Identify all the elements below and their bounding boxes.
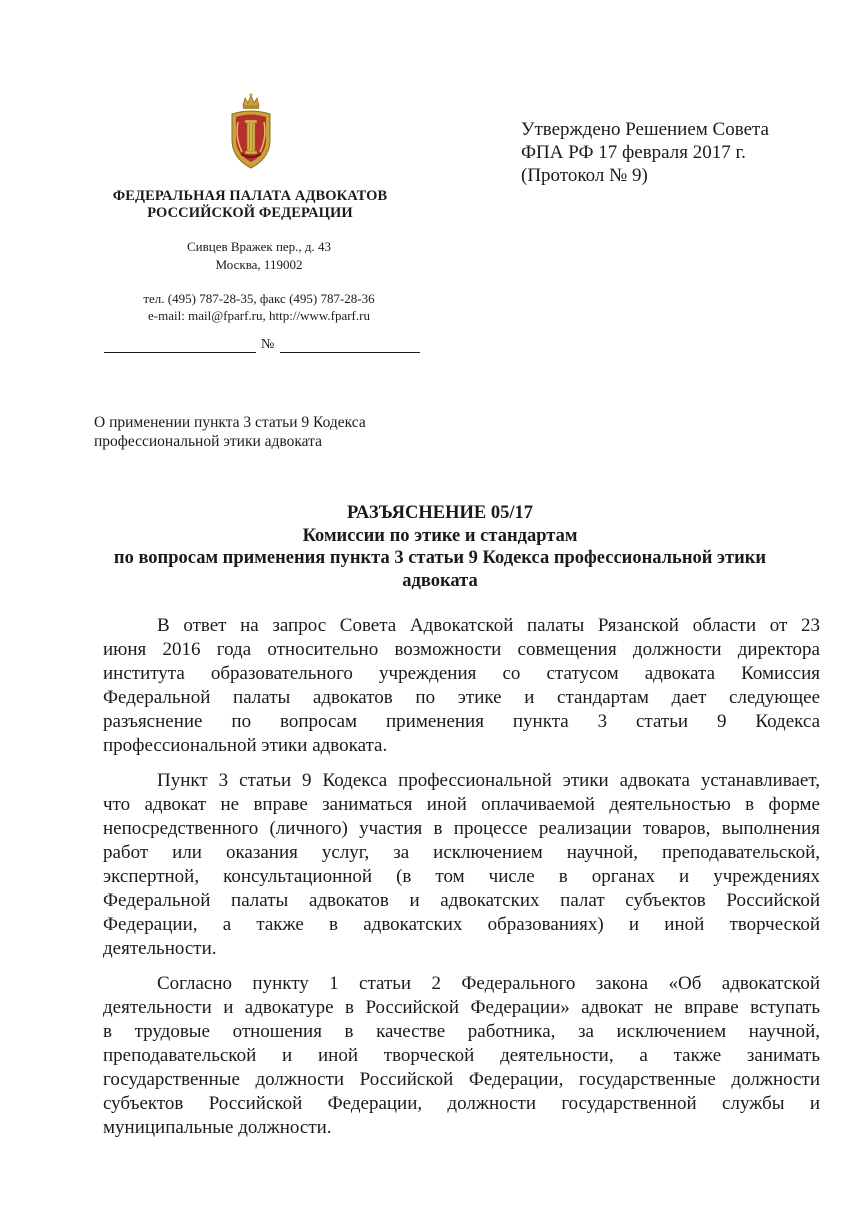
number-sign: № bbox=[261, 337, 275, 352]
body-line: Федеральной палаты адвокатов по этике и стандартам дает следующее bbox=[103, 687, 820, 708]
org-name-line: РОССИЙСКОЙ ФЕДЕРАЦИИ bbox=[147, 205, 353, 221]
approval-line: Утверждено Решением Совета bbox=[521, 119, 769, 140]
organization-contacts bbox=[100, 290, 418, 324]
document-title bbox=[90, 502, 790, 592]
address-line: Москва, 119002 bbox=[215, 257, 303, 272]
body-line: преподавательской и иной творческой деятельности, а также занимать bbox=[103, 1045, 820, 1066]
title-line: Комиссии по этике и стандартам bbox=[302, 525, 578, 546]
approval-block bbox=[521, 118, 769, 187]
document-body bbox=[103, 614, 820, 1151]
approval-line: (Протокол № 9) bbox=[521, 165, 648, 186]
date-blank bbox=[104, 352, 256, 353]
number-blank bbox=[280, 352, 420, 353]
body-line: деятельности. bbox=[103, 938, 217, 959]
body-paragraph bbox=[103, 614, 820, 758]
body-line: муниципальные должности. bbox=[103, 1117, 332, 1138]
body-line: Федеральной палаты адвокатов и адвокатских палат субъектов Российской bbox=[103, 890, 820, 911]
body-line: Согласно пункту 1 статьи 2 Федерального закона «Об адвокатской bbox=[157, 973, 820, 994]
address-line: Сивцев Вражек пер., д. 43 bbox=[186, 239, 332, 254]
body-line: института образовательного учреждения со статусом адвоката Комиссия bbox=[103, 663, 820, 684]
body-line: В ответ на запрос Совета Адвокатской палаты Рязанской области от 23 bbox=[157, 615, 820, 636]
body-line: разъяснение по вопросам применения пункта 3 статьи 9 Кодекса bbox=[103, 711, 820, 732]
organization-name bbox=[100, 188, 400, 222]
subject-block bbox=[94, 413, 366, 451]
subject-line: О применении пункта 3 статьи 9 Кодекса bbox=[94, 414, 366, 431]
registration-number-line bbox=[104, 336, 420, 356]
body-line: Пункт 3 статьи 9 Кодекса профессиональной этики адвоката устанавливает, bbox=[157, 770, 820, 791]
email-line: e-mail: mail@fparf.ru, http://www.fparf.ru bbox=[148, 308, 370, 323]
body-line: Федерации, а также в адвокатских образованиях) и иной творческой bbox=[103, 914, 820, 935]
body-paragraph bbox=[103, 769, 820, 961]
title-line: по вопросам применения пункта 3 статьи 9 Кодекса профессиональной этики bbox=[113, 548, 767, 568]
body-paragraph bbox=[103, 972, 820, 1140]
body-line: работ или оказания услуг, за исключением научной, преподавательской, bbox=[103, 842, 820, 863]
subject-line: профессиональной этики адвоката bbox=[94, 433, 323, 450]
approval-line: ФПА РФ 17 февраля 2017 г. bbox=[521, 142, 746, 163]
body-line: что адвокат не вправе заниматься иной оплачиваемой деятельностью в форме bbox=[103, 794, 820, 815]
title-line: адвоката bbox=[402, 570, 478, 591]
org-name-line: ФЕДЕРАЛЬНАЯ ПАЛАТА АДВОКАТОВ bbox=[112, 188, 388, 204]
body-line: в трудовые отношения в качестве работника, за исключением научной, bbox=[103, 1021, 820, 1042]
body-line: профессиональной этики адвоката. bbox=[103, 735, 388, 756]
title-line: РАЗЪЯСНЕНИЕ 05/17 bbox=[347, 503, 533, 523]
shield-emblem-icon bbox=[228, 92, 274, 172]
body-line: деятельности и адвокатуре в Российской Федерации» адвокат не вправе вступать bbox=[103, 997, 820, 1018]
body-line: непосредственного (личного) участия в процессе реализации товаров, выполнения bbox=[103, 818, 820, 839]
phone-line: тел. (495) 787-28-35, факс (495) 787-28-36 bbox=[143, 291, 375, 306]
body-line: экспертной, консультационной (в том числе в органах и учреждениях bbox=[103, 866, 820, 887]
body-line: субъектов Российской Федерации, должности государственной службы и bbox=[103, 1093, 820, 1114]
body-line: государственные должности Российской Федерации, государственные должности bbox=[103, 1069, 820, 1090]
organization-address bbox=[100, 238, 418, 274]
body-line: июня 2016 года относительно возможности совмещения должности директора bbox=[103, 639, 820, 660]
